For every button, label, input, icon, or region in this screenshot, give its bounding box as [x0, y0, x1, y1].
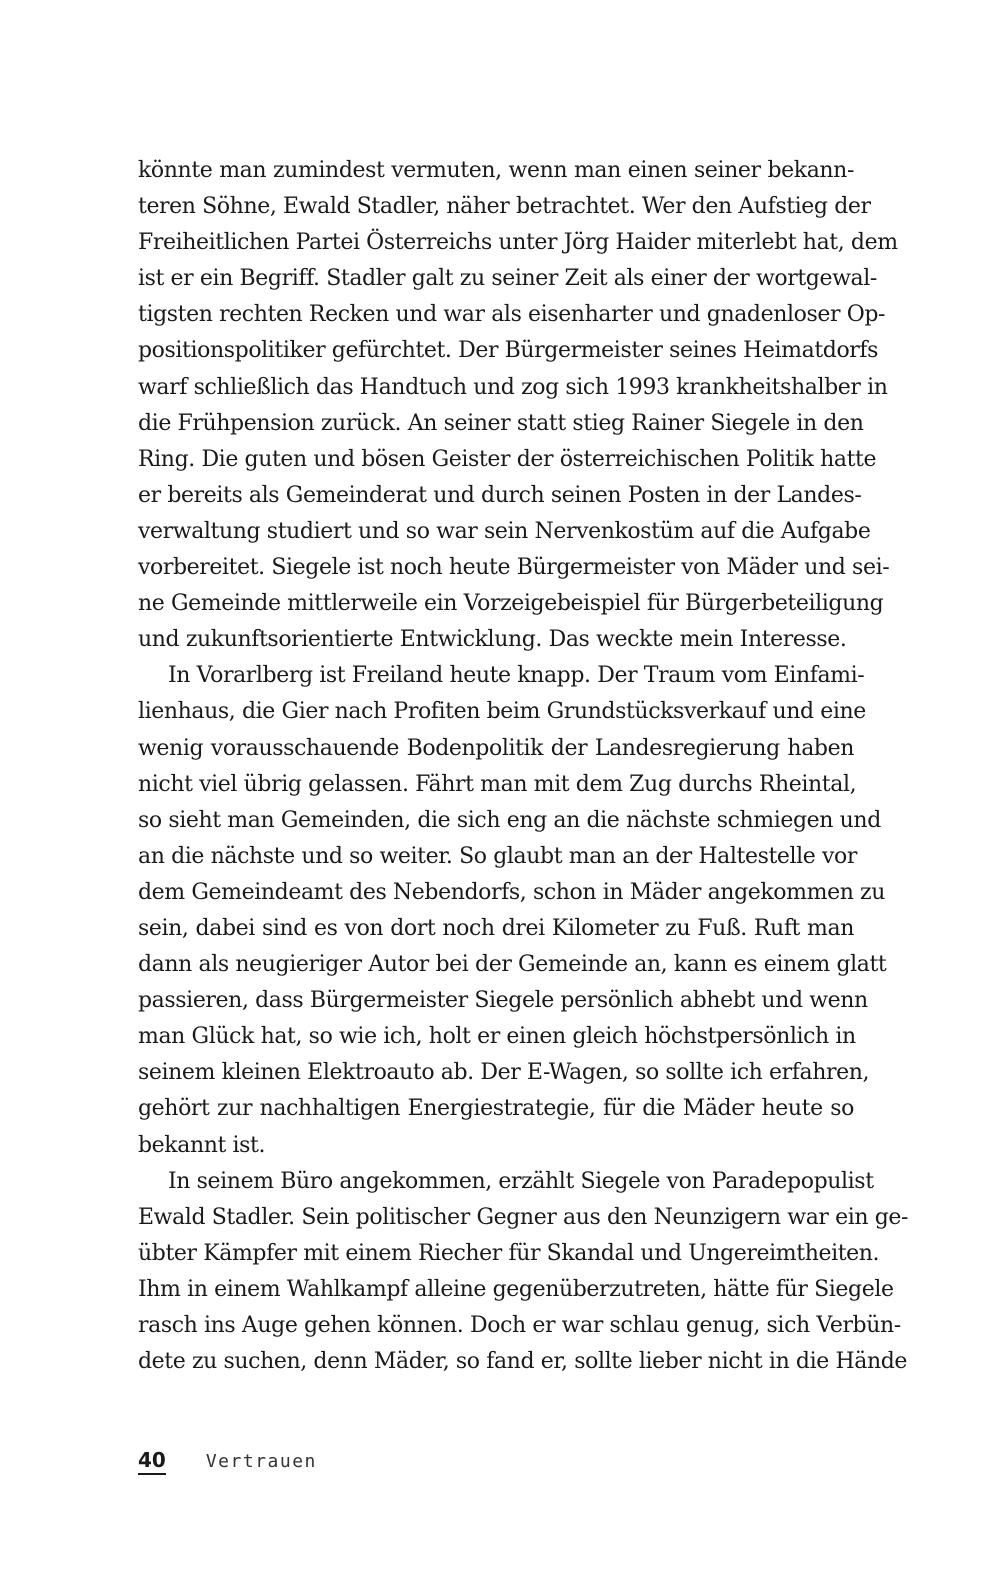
text-line: er bereits als Gemeinderat und durch seinen Posten in der Landes-: [138, 482, 862, 508]
text-line: rasch ins Auge gehen können. Doch er war schlau genug, sich Verbün-: [138, 1313, 901, 1338]
text-line: Ihm in einem Wahlkampf alleine gegenüberzutreten, hätte für Siegele: [138, 1276, 894, 1302]
text-line: ne Gemeinde mittlerweile ein Vorzeigebeispiel für Bürgerbeteiligung: [138, 591, 884, 617]
text-line: und zukunftsorientierte Entwicklung. Das weckte mein Interesse.: [138, 627, 847, 653]
text-line: warf schließlich das Handtuch und zog sich 1993 krankheitshalber in: [138, 374, 888, 400]
page-footer: [138, 1448, 317, 1478]
paragraph: [138, 658, 887, 1163]
text-line: dete zu suchen, denn Mäder, so fand er, sollte lieber nicht in die Hände: [138, 1349, 908, 1375]
text-line: man Glück hat, so wie ich, holt er einen gleich höchstpersönlich in: [138, 1024, 856, 1050]
text-line: übter Kämpfer mit einem Riecher für Skandal und Ungereimtheiten.: [138, 1240, 880, 1266]
text-line: Ewald Stadler. Sein politischer Gegner aus den Neunzigern war ein ge-: [138, 1204, 909, 1230]
text-line: positionspolitiker gefürchtet. Der Bürgermeister seines Heimatdorfs: [138, 338, 879, 364]
text-line: verwaltung studiert und so war sein Nervenkostüm auf die Aufgabe: [138, 518, 871, 544]
text-line: passieren, dass Bürgermeister Siegele persönlich abhebt und wenn: [138, 988, 868, 1014]
text-line: Ring. Die guten und bösen Geister der österreichischen Politik hatte: [138, 446, 877, 472]
text-line: Freiheitlichen Partei Österreichs unter Jörg Haider miterlebt hat, dem: [138, 230, 898, 256]
text-line: tigsten rechten Recken und war als eisenharter und gnadenloser Op-: [138, 302, 886, 328]
text-line: an die nächste und so weiter. So glaubt man an der Haltestelle vor: [138, 843, 857, 869]
text-line: In Vorarlberg ist Freiland heute knapp. Der Traum vom Einfami-: [168, 663, 865, 689]
text-line: könnte man zumindest vermuten, wenn man einen seiner bekann-: [138, 158, 854, 183]
paragraph: [138, 153, 898, 658]
text-line: ist er ein Begriff. Stadler galt zu seiner Zeit als einer der wortgewal-: [138, 266, 877, 292]
text-line: bekannt ist.: [138, 1132, 266, 1158]
text-line: nicht viel übrig gelassen. Fährt man mit dem Zug durchs Rheintal,: [138, 771, 857, 797]
running-head: Vertrauen: [205, 1451, 317, 1472]
text-line: vorbereitet. Siegele ist noch heute Bürgermeister von Mäder und sei-: [138, 555, 890, 581]
text-line: wenig vorausschauende Bodenpolitik der Landesregierung haben: [138, 735, 854, 761]
text-line: lienhaus, die Gier nach Profiten beim Grundstücksverkauf und eine: [138, 699, 866, 725]
text-line: die Frühpension zurück. An seiner statt stieg Rainer Siegele in den: [138, 410, 864, 436]
body-text: [138, 153, 909, 1380]
page-number: 40: [138, 1448, 166, 1475]
text-line: gehört zur nachhaltigen Energiestrategie, für die Mäder heute so: [138, 1096, 854, 1122]
text-line: teren Söhne, Ewald Stadler, näher betrachtet. Wer den Aufstieg der: [138, 194, 871, 220]
text-line: In seinem Büro angekommen, erzählt Siegele von Paradepopulist: [168, 1168, 874, 1194]
text-line: sein, dabei sind es von dort noch drei Kilometer zu Fuß. Ruft man: [138, 915, 854, 941]
text-line: dann als neugieriger Autor bei der Gemeinde an, kann es einem glatt: [138, 952, 887, 978]
text-line: so sieht man Gemeinden, die sich eng an die nächste schmiegen und: [138, 807, 881, 833]
text-line: dem Gemeindeamt des Nebendorfs, schon in Mäder angekommen zu: [138, 879, 886, 905]
text-line: seinem kleinen Elektroauto ab. Der E-Wagen, so sollte ich erfahren,: [138, 1060, 870, 1086]
paragraph: [138, 1164, 909, 1381]
